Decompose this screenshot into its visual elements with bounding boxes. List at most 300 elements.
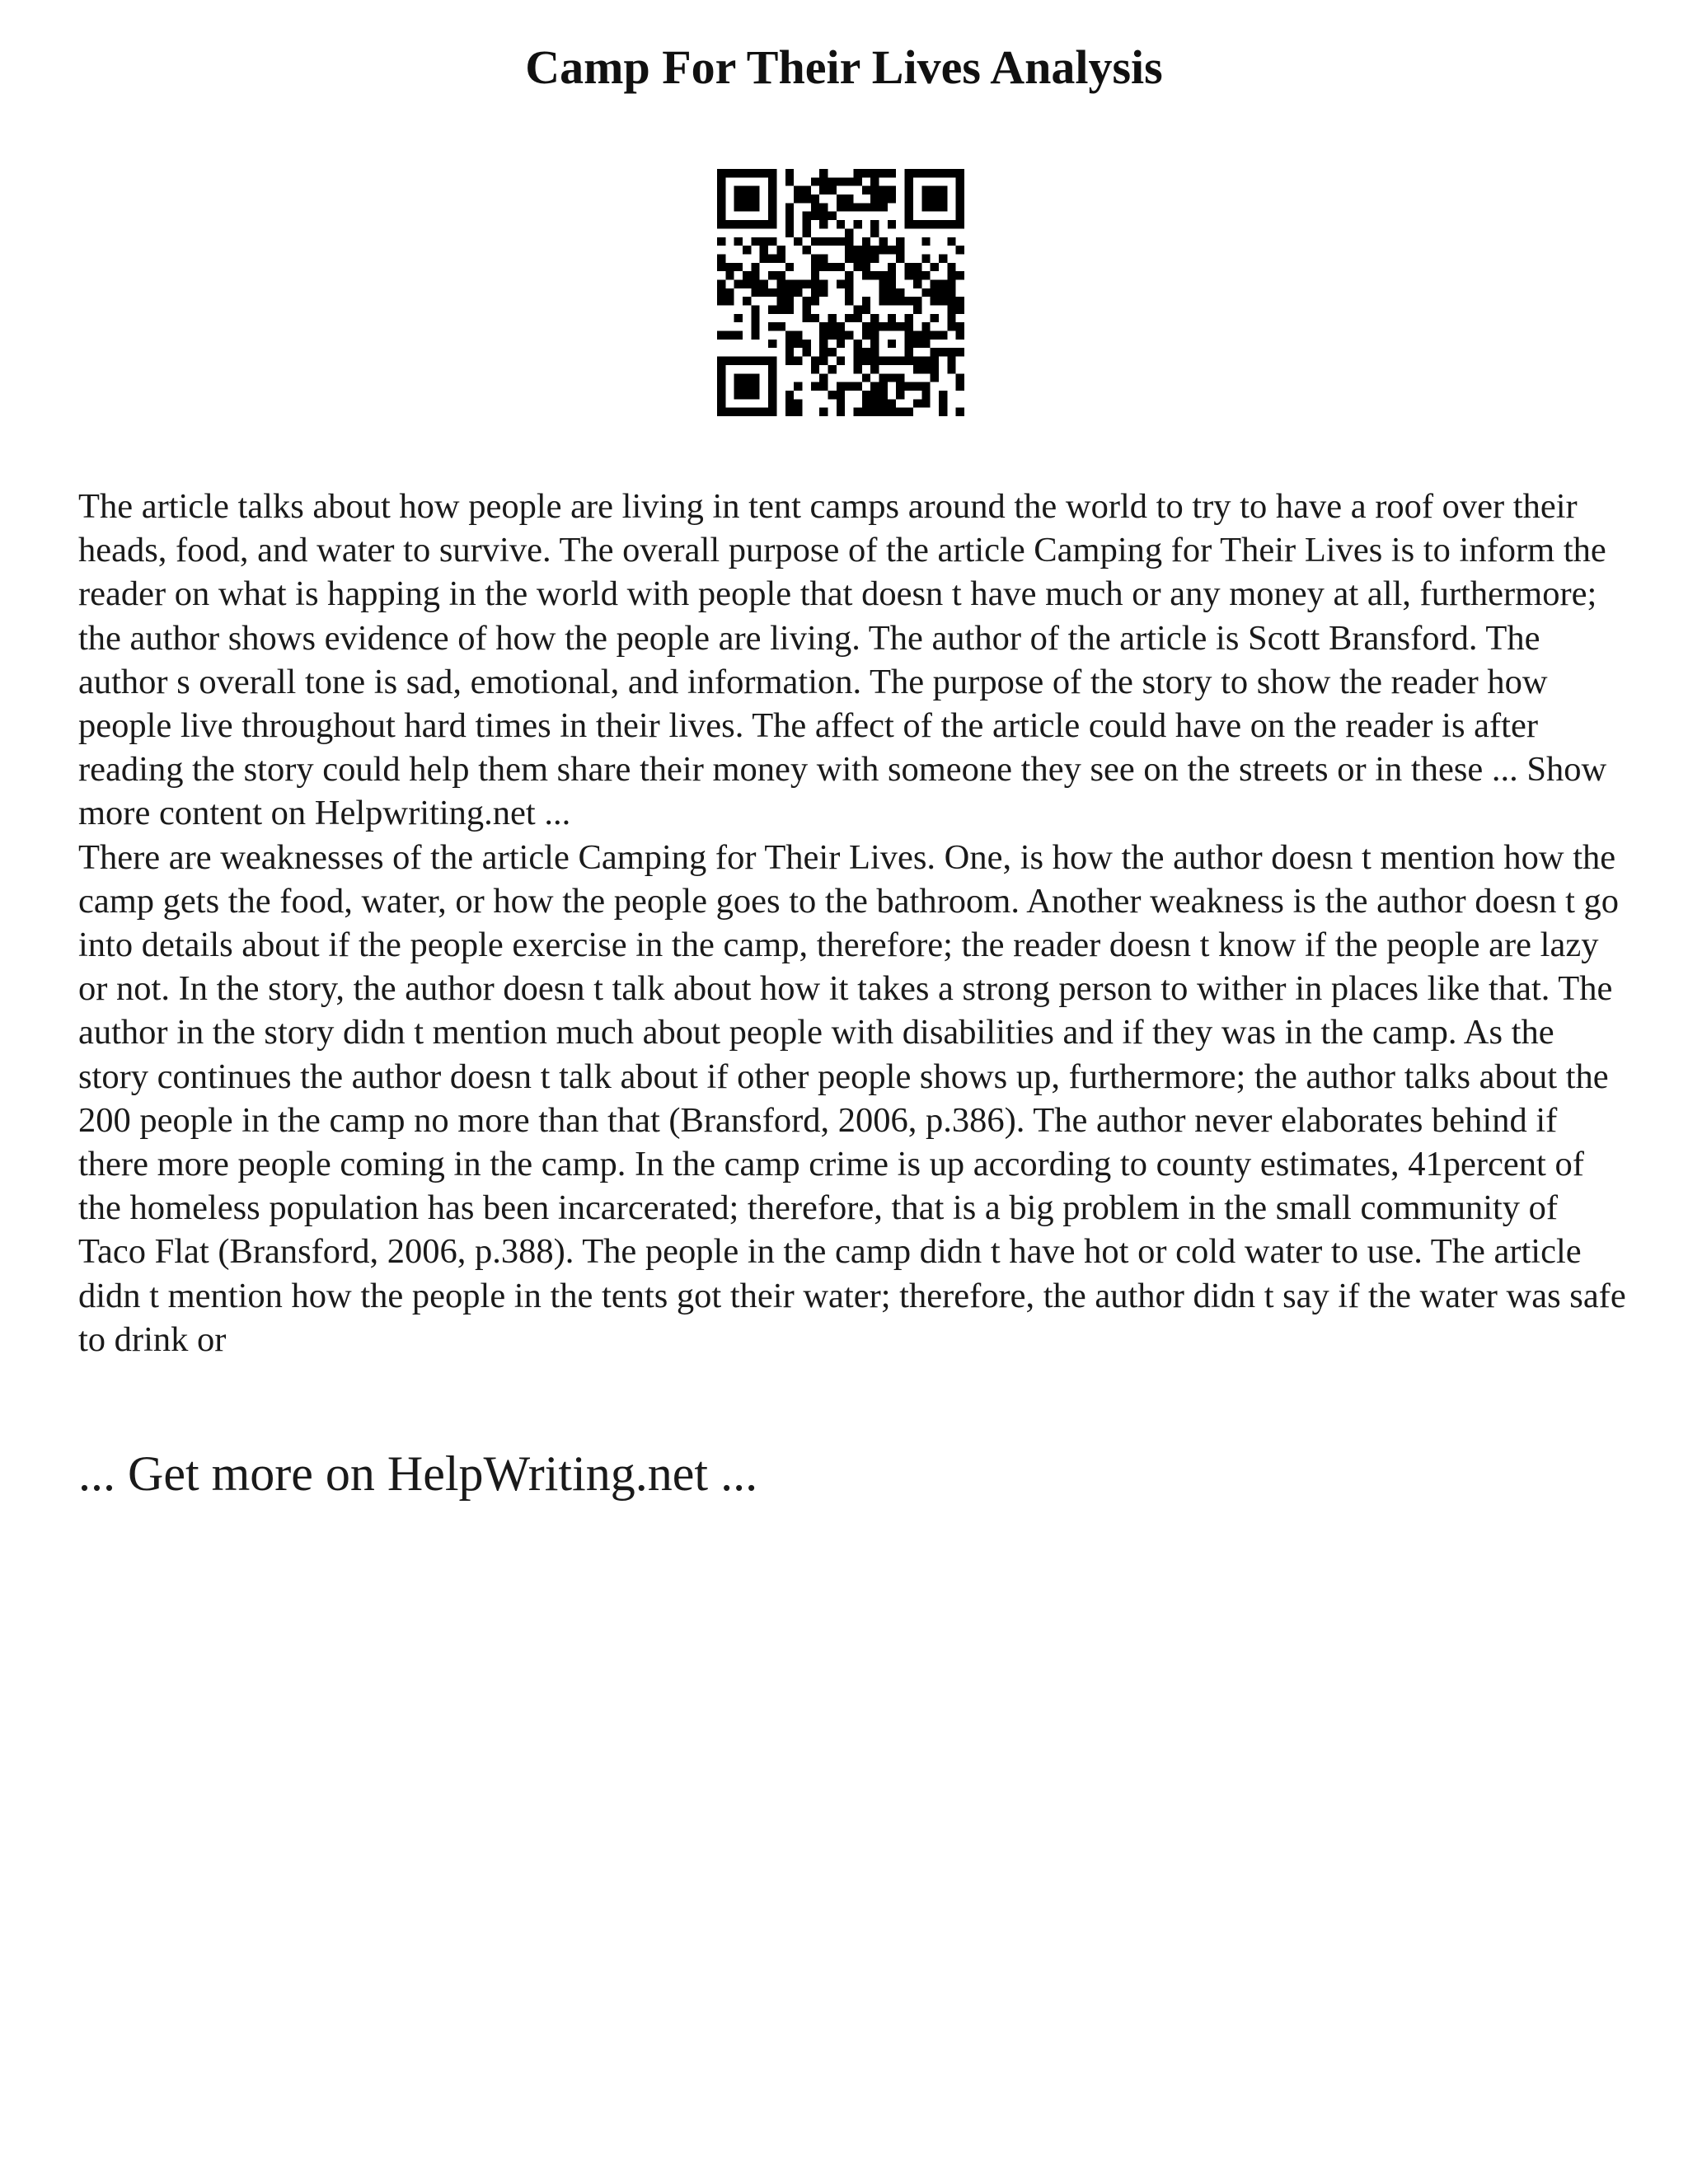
qr-module xyxy=(760,408,768,416)
qr-module xyxy=(931,203,939,211)
qr-module xyxy=(725,408,734,416)
qr-module xyxy=(717,331,725,340)
qr-module xyxy=(811,212,819,220)
qr-module xyxy=(785,228,794,237)
qr-module xyxy=(819,373,828,382)
qr-module xyxy=(854,246,862,254)
qr-module xyxy=(845,177,853,185)
qr-module xyxy=(717,169,725,177)
qr-module xyxy=(837,382,845,391)
qr-module xyxy=(819,212,828,220)
qr-module xyxy=(837,194,845,203)
qr-module xyxy=(956,382,964,391)
qr-module xyxy=(845,331,853,340)
qr-module xyxy=(734,357,743,365)
qr-module xyxy=(776,254,785,262)
qr-module xyxy=(828,237,836,246)
qr-module xyxy=(879,271,888,279)
qr-module xyxy=(794,408,802,416)
qr-module xyxy=(717,177,725,185)
qr-module xyxy=(870,220,879,228)
qr-module xyxy=(768,186,776,194)
qr-module xyxy=(870,246,879,254)
qr-module xyxy=(947,279,955,288)
qr-module xyxy=(751,288,759,297)
qr-module xyxy=(947,306,955,314)
qr-module xyxy=(956,331,964,340)
qr-module xyxy=(734,373,743,382)
qr-module xyxy=(794,186,802,194)
qr-module xyxy=(939,408,947,416)
qr-module xyxy=(888,279,896,288)
qr-module xyxy=(870,203,879,211)
qr-module xyxy=(837,279,845,288)
qr-module xyxy=(854,382,862,391)
qr-module xyxy=(888,263,896,271)
qr-module xyxy=(896,297,904,305)
qr-module xyxy=(828,177,836,185)
qr-module xyxy=(862,357,870,365)
qr-module xyxy=(862,203,870,211)
qr-module xyxy=(785,220,794,228)
qr-module xyxy=(905,322,913,330)
qr-module xyxy=(870,322,879,330)
qr-module xyxy=(837,331,845,340)
qr-module xyxy=(905,408,913,416)
qr-module xyxy=(776,306,785,314)
qr-module xyxy=(734,408,743,416)
qr-module xyxy=(854,220,862,228)
qr-module xyxy=(734,382,743,391)
qr-module xyxy=(862,297,870,305)
qr-module xyxy=(913,331,921,340)
qr-module xyxy=(921,203,930,211)
qr-module xyxy=(811,254,819,262)
qr-module xyxy=(776,288,785,297)
qr-module xyxy=(743,194,751,203)
qr-module xyxy=(888,408,896,416)
qr-module xyxy=(819,322,828,330)
qr-module xyxy=(879,391,888,399)
qr-module xyxy=(888,314,896,322)
qr-module xyxy=(905,194,913,203)
qr-module xyxy=(751,391,759,399)
qr-module xyxy=(870,177,879,185)
qr-module xyxy=(768,399,776,407)
qr-module xyxy=(947,348,955,356)
qr-module xyxy=(802,228,810,237)
qr-module xyxy=(717,399,725,407)
qr-module xyxy=(819,220,828,228)
qr-module xyxy=(879,169,888,177)
qr-module xyxy=(811,382,819,391)
qr-module xyxy=(802,194,810,203)
qr-module xyxy=(768,365,776,373)
qr-module xyxy=(905,169,913,177)
qr-module xyxy=(879,288,888,297)
article-body xyxy=(78,485,1628,1361)
qr-module xyxy=(751,169,759,177)
qr-module xyxy=(743,357,751,365)
qr-module xyxy=(845,237,853,246)
qr-module xyxy=(717,279,725,288)
qr-module xyxy=(785,399,794,407)
qr-module xyxy=(870,408,879,416)
qr-module xyxy=(785,297,794,305)
qr-module xyxy=(819,254,828,262)
qr-module xyxy=(751,186,759,194)
qr-module xyxy=(811,357,819,365)
qr-module xyxy=(819,348,828,356)
qr-module xyxy=(725,331,734,340)
qr-module xyxy=(751,203,759,211)
qr-module xyxy=(743,169,751,177)
qr-module xyxy=(837,263,845,271)
qr-module xyxy=(862,331,870,340)
qr-module xyxy=(811,263,819,271)
qr-module xyxy=(921,391,930,399)
qr-module xyxy=(760,220,768,228)
qr-code-icon xyxy=(717,169,964,416)
qr-module xyxy=(768,373,776,382)
qr-module xyxy=(956,194,964,203)
qr-module xyxy=(717,212,725,220)
qr-module xyxy=(776,271,785,279)
qr-module xyxy=(717,263,725,271)
qr-module xyxy=(760,279,768,288)
qr-module xyxy=(921,254,930,262)
qr-module xyxy=(854,177,862,185)
qr-module xyxy=(802,314,810,322)
qr-module xyxy=(768,340,776,348)
qr-module xyxy=(837,408,845,416)
qr-module xyxy=(913,169,921,177)
qr-module xyxy=(956,408,964,416)
qr-module xyxy=(870,271,879,279)
qr-module xyxy=(862,254,870,262)
qr-module xyxy=(870,186,879,194)
qr-module xyxy=(768,237,776,246)
qr-module xyxy=(785,408,794,416)
qr-module xyxy=(913,340,921,348)
qr-module xyxy=(785,288,794,297)
qr-module xyxy=(768,322,776,330)
qr-module xyxy=(751,322,759,330)
qr-module xyxy=(931,279,939,288)
qr-module xyxy=(819,279,828,288)
qr-module xyxy=(862,408,870,416)
qr-module xyxy=(785,177,794,185)
paragraph-summary: The article talks about how people are living in tent camps around the world to try to have a roof over their heads, food, and water to survive. The overall purpose of the article Camping for Their Lives is to inform the reader on what is happing in the world with people that doesn t have much or any money at all, furthermore; the author shows evidence of how the people are living. The author of the article is Scott Bransford. The author s overall tone is sad, emotional, and information. The purpose of the story to show the reader how people live throughout hard times in their lives. The affect of the article could have on the reader is after reading the story could help them share their money with someone they see on the streets or in these ... Show more content on Helpwriting.net ... xyxy=(78,487,1607,833)
qr-module xyxy=(956,348,964,356)
qr-module xyxy=(956,177,964,185)
qr-module xyxy=(802,306,810,314)
qr-module xyxy=(768,306,776,314)
qr-module xyxy=(888,220,896,228)
qr-module xyxy=(768,177,776,185)
qr-module xyxy=(768,169,776,177)
qr-module xyxy=(956,271,964,279)
qr-module xyxy=(725,297,734,305)
qr-module xyxy=(811,194,819,203)
qr-module xyxy=(802,246,810,254)
qr-module xyxy=(725,271,734,279)
qr-module xyxy=(862,373,870,382)
qr-module xyxy=(854,254,862,262)
qr-module xyxy=(717,365,725,373)
qr-module xyxy=(862,186,870,194)
qr-module xyxy=(905,212,913,220)
qr-module xyxy=(845,228,853,237)
qr-module xyxy=(931,314,939,322)
qr-module xyxy=(921,186,930,194)
qr-module xyxy=(905,331,913,340)
qr-module xyxy=(785,357,794,365)
qr-module xyxy=(751,306,759,314)
qr-module xyxy=(845,279,853,288)
qr-module xyxy=(888,297,896,305)
qr-module xyxy=(837,203,845,211)
qr-module xyxy=(760,357,768,365)
qr-module xyxy=(905,220,913,228)
qr-module xyxy=(794,382,802,391)
qr-module xyxy=(734,314,743,322)
qr-module xyxy=(768,288,776,297)
qr-module xyxy=(956,322,964,330)
get-more-link[interactable]: ... Get more on HelpWriting.net ... xyxy=(78,1446,758,1501)
qr-module xyxy=(854,169,862,177)
qr-module xyxy=(870,382,879,391)
qr-module xyxy=(896,391,904,399)
qr-module xyxy=(870,399,879,407)
qr-module xyxy=(785,203,794,211)
qr-module xyxy=(888,357,896,365)
qr-module xyxy=(785,306,794,314)
qr-module xyxy=(905,177,913,185)
qr-module xyxy=(913,297,921,305)
qr-module xyxy=(939,331,947,340)
qr-module xyxy=(939,399,947,407)
qr-module xyxy=(947,271,955,279)
qr-module xyxy=(717,373,725,382)
qr-module xyxy=(956,373,964,382)
qr-module xyxy=(734,186,743,194)
qr-module xyxy=(794,357,802,365)
qr-module xyxy=(734,237,743,246)
qr-module xyxy=(760,237,768,246)
qr-module xyxy=(854,348,862,356)
qr-module xyxy=(768,271,776,279)
qr-module xyxy=(734,391,743,399)
qr-module xyxy=(939,297,947,305)
qr-module xyxy=(854,365,862,373)
qr-module xyxy=(879,186,888,194)
qr-module xyxy=(939,203,947,211)
qr-module xyxy=(939,186,947,194)
qr-module xyxy=(896,288,904,297)
qr-module xyxy=(921,237,930,246)
qr-module xyxy=(819,169,828,177)
qr-module xyxy=(931,194,939,203)
qr-module xyxy=(785,263,794,271)
qr-module xyxy=(862,399,870,407)
qr-module xyxy=(947,237,955,246)
qr-module xyxy=(828,314,836,322)
qr-module xyxy=(896,254,904,262)
qr-module xyxy=(811,279,819,288)
qr-module xyxy=(751,237,759,246)
qr-module xyxy=(828,322,836,330)
qr-module xyxy=(819,408,828,416)
qr-module xyxy=(931,365,939,373)
qr-module xyxy=(760,288,768,297)
qr-module xyxy=(879,237,888,246)
qr-module xyxy=(956,246,964,254)
paragraph-weaknesses: There are weaknesses of the article Camping for Their Lives. One, is how the author doesn t mention how the camp gets the food, water, or how the people goes to the bathroom. Another weakness is the author doesn t go into details about if the people exercise in the camp, therefore; the reader doesn t know if the people are lazy or not. In the story, the author doesn t talk about how it takes a strong person to wither in places like that. The author in the story didn t mention much about people with disabilities and if they was in the camp. As the story continues the author doesn t talk about if other people shows up, furthermore; the author talks about the 200 people in the camp no more than that (Bransford, 2006, p.386). The author never elaborates behind if there more people coming in the camp. In the camp crime is up according to county estimates, 41percent of the homeless population has been incarcerated; therefore, that is a big problem in the small community of Taco Flat (Bransford, 2006, p.388). The people in the camp didn t have hot or cold water to use. The article didn t mention how the people in the tents got their water; therefore, the author didn t say if the water was safe to drink or xyxy=(78,837,1626,1359)
qr-module xyxy=(768,254,776,262)
qr-module xyxy=(896,408,904,416)
qr-module xyxy=(931,186,939,194)
qr-module xyxy=(802,297,810,305)
qr-module xyxy=(931,297,939,305)
qr-module xyxy=(760,254,768,262)
qr-module xyxy=(896,373,904,382)
qr-module xyxy=(947,365,955,373)
qr-module xyxy=(939,169,947,177)
qr-module xyxy=(751,382,759,391)
qr-module xyxy=(725,169,734,177)
qr-module xyxy=(862,169,870,177)
qr-module xyxy=(743,391,751,399)
qr-module xyxy=(870,365,879,373)
qr-module xyxy=(819,340,828,348)
qr-module xyxy=(905,203,913,211)
qr-module xyxy=(794,399,802,407)
qr-module xyxy=(921,365,930,373)
qr-module xyxy=(717,237,725,246)
qr-module xyxy=(931,263,939,271)
qr-module xyxy=(751,408,759,416)
qr-module xyxy=(931,348,939,356)
qr-module xyxy=(879,382,888,391)
qr-module xyxy=(947,322,955,330)
qr-module xyxy=(811,297,819,305)
qr-module xyxy=(921,382,930,391)
qr-module xyxy=(768,203,776,211)
qr-module xyxy=(819,177,828,185)
qr-module xyxy=(931,357,939,365)
qr-module xyxy=(862,263,870,271)
qr-module xyxy=(896,357,904,365)
qr-module xyxy=(725,263,734,271)
qr-module xyxy=(870,194,879,203)
qr-module xyxy=(870,340,879,348)
qr-module xyxy=(956,169,964,177)
qr-module xyxy=(751,279,759,288)
qr-module xyxy=(794,288,802,297)
qr-module xyxy=(768,194,776,203)
qr-module xyxy=(947,288,955,297)
qr-module xyxy=(905,314,913,322)
qr-module xyxy=(870,228,879,237)
qr-module xyxy=(905,271,913,279)
qr-module xyxy=(811,177,819,185)
qr-module xyxy=(956,203,964,211)
qr-module xyxy=(913,357,921,365)
qr-module xyxy=(717,408,725,416)
qr-module xyxy=(802,186,810,194)
qr-module xyxy=(743,279,751,288)
qr-module xyxy=(717,391,725,399)
qr-module xyxy=(905,348,913,356)
qr-module xyxy=(785,348,794,356)
qr-module xyxy=(905,382,913,391)
qr-module xyxy=(921,194,930,203)
qr-module xyxy=(947,297,955,305)
qr-module xyxy=(734,279,743,288)
qr-module xyxy=(760,246,768,254)
qr-module xyxy=(921,322,930,330)
qr-module xyxy=(879,279,888,288)
qr-module xyxy=(837,357,845,365)
qr-module xyxy=(845,254,853,262)
qr-module xyxy=(768,212,776,220)
qr-module xyxy=(854,314,862,322)
qr-module xyxy=(956,306,964,314)
qr-module xyxy=(845,271,853,279)
qr-module xyxy=(939,194,947,203)
qr-module xyxy=(819,331,828,340)
qr-module xyxy=(845,297,853,305)
qr-module xyxy=(837,340,845,348)
qr-module xyxy=(931,331,939,340)
qr-module xyxy=(743,382,751,391)
qr-module xyxy=(802,220,810,228)
qr-module xyxy=(862,237,870,246)
qr-module xyxy=(828,348,836,356)
qr-module xyxy=(905,340,913,348)
page-title: Camp For Their Lives Analysis xyxy=(525,40,1163,94)
qr-module xyxy=(760,169,768,177)
qr-module xyxy=(802,279,810,288)
qr-module xyxy=(870,348,879,356)
qr-module xyxy=(862,306,870,314)
qr-module xyxy=(828,391,836,399)
qr-module xyxy=(879,357,888,365)
qr-module xyxy=(725,357,734,365)
qr-module xyxy=(939,279,947,288)
qr-module xyxy=(845,288,853,297)
qr-module xyxy=(819,288,828,297)
qr-module xyxy=(905,186,913,194)
qr-module xyxy=(921,169,930,177)
qr-module xyxy=(913,365,921,373)
qr-module xyxy=(743,271,751,279)
qr-module xyxy=(819,203,828,211)
qr-module xyxy=(913,382,921,391)
qr-module xyxy=(896,322,904,330)
qr-module xyxy=(811,237,819,246)
qr-module xyxy=(870,357,879,365)
qr-module xyxy=(802,348,810,356)
qr-module xyxy=(811,288,819,297)
qr-module xyxy=(776,322,785,330)
qr-module xyxy=(734,220,743,228)
qr-module xyxy=(854,357,862,365)
qr-module xyxy=(717,254,725,262)
qr-module xyxy=(939,220,947,228)
qr-module xyxy=(939,348,947,356)
